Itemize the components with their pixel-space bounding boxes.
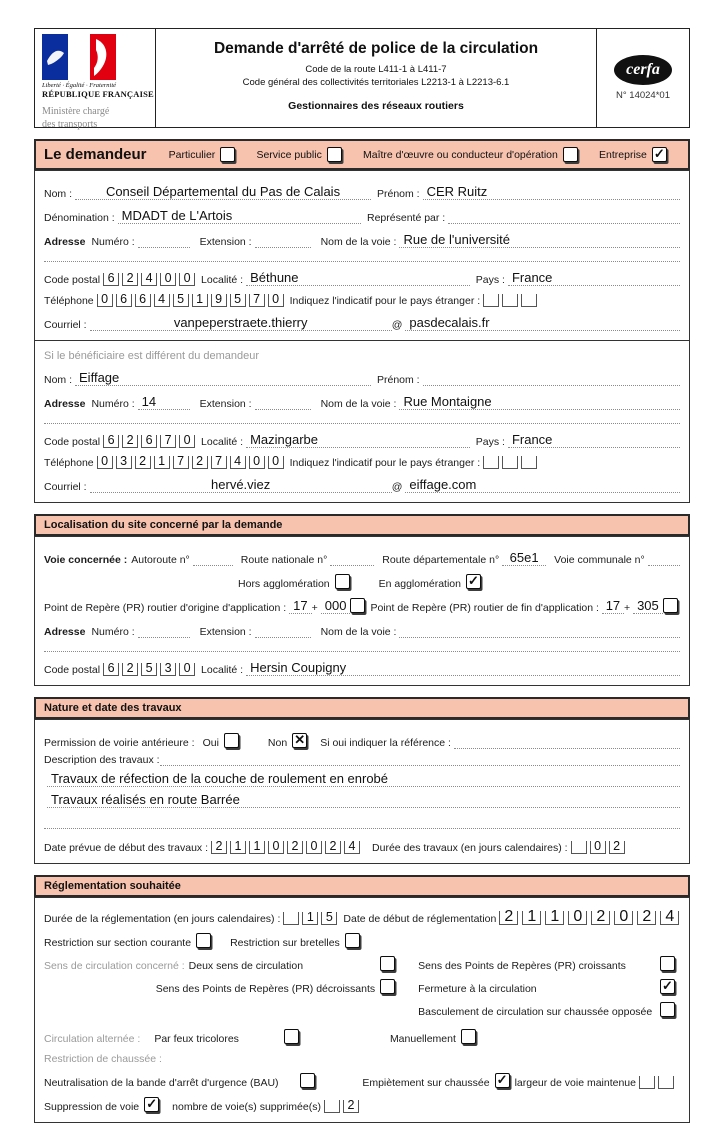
nombre-voies-cells[interactable]: 2 [324,1100,362,1113]
section-localisation-body [34,536,690,686]
row-sens-1 [44,956,680,972]
route-nationale-field[interactable] [330,550,374,566]
represente-field[interactable] [448,208,680,224]
courriel-local-field[interactable]: vanpeperstraete.thierry [90,315,392,331]
form-page [34,0,690,1123]
row-description-2 [44,792,680,808]
restriction-courante-label: Restriction sur section courante [44,937,192,949]
hors-agglo-label: Hors agglomération [238,578,330,590]
basculement-label: Basculement de circulation sur chaussée opposée [418,1006,653,1018]
benef-numero-field[interactable]: 14 [138,394,190,410]
benef-prenom-field[interactable] [423,370,680,386]
voie-communale-field[interactable] [648,550,680,566]
voie-field[interactable]: Rue de l'université [399,232,680,248]
benef-pays-field[interactable]: France [508,432,680,448]
route-departementale-field[interactable]: 65e1 [502,550,546,566]
benef-localite-field[interactable]: Mazingarbe [246,432,470,448]
denomination-label: Dénomination : [44,212,115,224]
row-restrictions [44,933,680,949]
legal-references: Code de la route L411-1 à L411-7 Code général des collectivités territoriales L2213-1 à L2213-6.1 [242,64,510,88]
pays-label: Pays : [475,274,505,286]
section-demandeur-title: Le demandeur [44,146,147,163]
bau-label: Neutralisation de la bande d'arrêt d'urgence (BAU) [44,1077,279,1089]
courriel-domaine-field[interactable]: pasdecalais.fr [405,315,680,331]
prenom-field[interactable]: CER Ruitz [423,184,680,200]
benef-at-sign: @ [391,481,403,493]
section-reglementation-title: Réglementation souhaitée [44,880,181,892]
represente-label: Représenté par : [367,212,446,224]
benef-pays-label: Pays : [475,436,505,448]
checkbox-pr-croissants[interactable] [660,956,675,971]
pr-origine-km-field[interactable]: 17 [289,598,311,614]
loc-numero-label: Numéro : [91,626,135,638]
sens-circulation-label: Sens de circulation concerné : [44,960,185,972]
adresse-label: Adresse [44,236,86,248]
indicatif-label: Indiquez l'indicatif pour le pays étranger : [289,295,481,307]
benef-extension-label: Extension : [199,398,252,410]
checkbox-permission-non[interactable]: ✕ [292,733,307,748]
republique-label: RÉPUBLIQUE FRANÇAISE [42,89,154,99]
benef-indicatif-label: Indiquez l'indicatif pour le pays étranger : [289,457,481,469]
voie-communale-label: Voie communale n° [554,554,645,566]
row-circulation-alternee [44,1029,680,1045]
benef-voie-label: Nom de la voie : [320,398,397,410]
cerfa-logo: cerfa [614,55,672,85]
section-localisation-title: Localisation du site concerné par la demande [44,519,283,531]
loc-voie-label: Nom de la voie : [320,626,397,638]
section-demandeur-body [34,170,690,341]
benef-courriel-domaine-field[interactable]: eiffage.com [405,477,680,493]
suppression-label: Suppression de voie [44,1101,140,1113]
description-field-0[interactable] [160,757,680,766]
checkbox-hors-agglomeration[interactable] [335,574,350,589]
loc-localite-label: Localité : [201,664,244,676]
checkbox-pr-decroissants[interactable] [380,979,395,994]
reference-label: Si oui indiquer la référence : [320,737,451,749]
row-benef-telephone [44,456,680,469]
beneficiaire-subtitle: Si le bénéficiaire est différent du demandeur [44,350,260,362]
republique-francaise-logo [42,34,116,80]
checkbox-restriction-bretelles[interactable] [345,933,360,948]
benef-adresse-suite-field[interactable] [44,415,680,424]
feux-tricolores-label: Par feux tricolores [154,1033,239,1045]
localite-label: Localité : [201,274,244,286]
pr-decroissants-label: Sens des Points de Repères (PR) décroissants [155,983,376,995]
section-travaux-header [34,697,690,719]
checkbox-fermeture-circulation[interactable]: ✓ [660,979,675,994]
demandeur-type-options [161,147,680,163]
restriction-bretelles-label: Restriction sur bretelles [230,937,340,949]
row-sens-2 [44,979,680,995]
row-permission [44,733,680,749]
republique-block [35,29,156,130]
pr-fin-plus: + [623,602,631,614]
benef-nom-label: Nom : [44,374,73,386]
courriel-label: Courriel : [44,319,87,331]
checkbox-deux-sens[interactable] [380,956,395,971]
circulation-alternee-label: Circulation alternée : [44,1033,141,1045]
pr-croissants-label: Sens des Points de Repères (PR) croissants [418,960,626,972]
form-subtitle: Gestionnaires des réseaux routiers [288,100,464,112]
benef-voie-field[interactable]: Rue Montaigne [399,394,680,410]
restriction-chaussee-label: Restriction de chaussée : [44,1053,162,1065]
nombre-voies-label: nombre de voie(s) supprimée(s) [172,1101,321,1113]
checkbox-suppression-voie[interactable]: ✓ [144,1097,159,1112]
benef-indicatif-cells[interactable] [483,456,540,469]
benef-telephone-cells[interactable]: 0 3 2 1 7 2 7 4 0 0 [97,456,287,469]
benef-code-postal-cells[interactable]: 6 2 6 7 0 [103,435,198,448]
checkbox-feux-tricolores[interactable] [284,1029,299,1044]
benef-nom-field[interactable]: Eiffage [75,370,371,386]
row-telephone [44,294,680,307]
row-loc-adresse [44,622,680,638]
checkbox-particulier[interactable] [220,147,235,162]
checkbox-entreprise[interactable]: ✓ [652,147,667,162]
loc-adresse-suite-field[interactable] [44,643,680,652]
type-maitre-oeuvre: Maître d'œuvre ou conducteur d'opération [363,147,583,163]
row-denomination [44,208,680,224]
pr-fin-m-field[interactable]: 305 [633,598,663,614]
voie-concernee-label: Voie concernée : [44,554,128,566]
section-beneficiaire [34,341,690,503]
localite-field[interactable]: Béthune [246,270,470,286]
checkbox-manuellement[interactable] [461,1029,476,1044]
pr-origine-label: Point de Repère (PR) routier d'origine d'application : [44,602,287,614]
row-sens-3 [44,1002,680,1018]
benef-extension-field[interactable] [255,394,311,410]
loc-adresse-label: Adresse [44,626,86,638]
pr-origine-m-field[interactable]: 000 [321,598,351,614]
type-particulier: Particulier [169,147,241,163]
row-benef-courriel [44,477,680,493]
benef-prenom-label: Prénom : [377,374,420,386]
pr-origine-plus: + [311,602,318,614]
loc-code-postal-label: Code postal [44,664,101,676]
date-travaux-cells[interactable]: 2 1 1 0 2 0 2 4 [211,841,363,854]
row-adresse [44,232,680,248]
fermeture-label: Fermeture à la circulation [418,983,537,995]
type-service-public: Service public [256,147,346,163]
section-reglementation-header [34,875,690,897]
row-code-postal [44,270,680,286]
row-benef-adresse-suite [44,415,680,424]
row-benef-nom [44,370,680,386]
benef-code-postal-label: Code postal [44,436,101,448]
section-demandeur-header [34,139,690,170]
date-reglementation-cells[interactable]: 2 1 1 0 2 0 2 4 [499,911,683,925]
adresse-suite-field[interactable] [44,253,680,262]
form-header [34,28,690,128]
numero-field[interactable] [138,232,190,248]
row-voie-concernee [44,550,680,566]
benef-telephone-label: Téléphone [44,457,94,469]
beneficiaire-subtitle-row [44,350,680,362]
row-loc-code-postal [44,660,680,676]
row-courriel [44,315,680,331]
row-nom-prenom [44,184,680,200]
benef-courriel-local-field[interactable]: hervé.viez [90,477,392,493]
loc-code-postal-cells[interactable]: 6 2 5 3 0 [103,663,198,676]
telephone-cells[interactable]: 0 6 6 4 5 1 9 5 7 0 [97,294,287,307]
checkbox-maitre-oeuvre[interactable] [563,147,578,162]
duree-reglementation-cells[interactable]: 1 5 [283,912,340,925]
autoroute-field[interactable] [193,550,233,566]
pr-fin-km-field[interactable]: 17 [602,598,624,614]
row-benef-adresse [44,394,680,410]
ministere-label: Ministère chargé des transports [42,106,110,130]
type-entreprise: Entreprise ✓ [599,147,672,163]
row-loc-adresse-suite [44,643,680,652]
cerfa-number: N° 14024*01 [616,90,670,101]
nom-label: Nom : [44,188,73,200]
benef-numero-label: Numéro : [91,398,135,410]
checkbox-basculement[interactable] [660,1002,675,1017]
reference-field[interactable] [454,733,680,749]
code-postal-cells[interactable]: 6 2 4 0 0 [103,273,198,286]
extension-label: Extension : [199,236,252,248]
form-title-block [156,29,596,127]
code-postal-label: Code postal [44,274,101,286]
section-reglementation-body [34,897,690,1123]
date-reglementation-label: Date de début de réglementation [343,913,497,925]
row-description-1 [44,771,680,787]
manuellement-label: Manuellement [389,1033,456,1045]
pays-field[interactable]: France [508,270,680,286]
row-description-label [44,754,680,766]
row-duree-reglementation [44,908,680,925]
loc-extension-label: Extension : [199,626,252,638]
checkbox-empietement[interactable]: ✓ [495,1073,510,1088]
row-date-travaux [44,841,680,854]
duree-reglementation-label: Durée de la réglementation (en jours calendaires) : [44,913,281,925]
en-agglo-label: En agglomération [378,578,461,590]
form-title: Demande d'arrêté de police de la circulation [213,40,539,57]
largeur-label: largeur de voie maintenue [514,1077,636,1089]
checkbox-bau[interactable] [300,1073,315,1088]
section-travaux-title: Nature et date des travaux [44,702,182,714]
checkbox-pr-origine[interactable] [350,598,365,613]
telephone-label: Téléphone [44,295,94,307]
loc-numero-field[interactable] [138,622,190,638]
checkbox-restriction-courante[interactable] [196,933,211,948]
loc-localite-field[interactable]: Hersin Coupigny [246,660,680,676]
section-localisation-header [34,514,690,536]
row-description-3 [44,820,680,829]
route-departementale-label: Route départementale n° [382,554,500,566]
denomination-field[interactable]: MDADT de L'Artois [118,208,361,224]
route-nationale-label: Route nationale n° [240,554,328,566]
cerfa-block [596,29,689,127]
voie-label: Nom de la voie : [320,236,397,248]
numero-label: Numéro : [91,236,135,248]
prenom-label: Prénom : [377,188,420,200]
description-field-3[interactable] [44,820,680,829]
description-label: Description des travaux : [44,754,160,766]
row-benef-code-postal [44,432,680,448]
pr-fin-label: Point de Repère (PR) routier de fin d'application : [370,602,599,614]
checkbox-pr-fin[interactable] [663,598,678,613]
permission-label: Permission de voirie antérieure : [44,737,195,749]
oui-label: Oui [202,737,219,749]
loc-extension-field[interactable] [255,622,311,638]
row-agglomeration [44,574,680,590]
nom-field[interactable]: Conseil Départemental du Pas de Calais [75,184,371,200]
non-label: Non [267,737,288,749]
row-bau [44,1073,680,1089]
extension-field[interactable] [255,232,311,248]
row-adresse-suite [44,253,680,262]
motto: Liberté · Égalité · Fraternité [42,82,117,89]
section-travaux-body [34,719,690,864]
benef-adresse-label: Adresse [44,398,86,410]
at-sign: @ [391,319,403,331]
loc-voie-field[interactable] [399,622,680,638]
indicatif-cells[interactable] [483,294,540,307]
duree-travaux-cells[interactable]: 0 2 [571,841,628,854]
date-travaux-label: Date prévue de début des travaux : [44,842,209,854]
checkbox-en-agglomeration[interactable]: ✓ [466,574,481,589]
benef-courriel-label: Courriel : [44,481,87,493]
row-restriction-chaussee [44,1053,680,1065]
row-suppression [44,1097,680,1113]
description-field-1[interactable]: Travaux de réfection de la couche de roulement en enrobé [47,771,680,787]
row-pr [44,598,680,614]
largeur-cells[interactable] [639,1076,677,1089]
benef-localite-label: Localité : [201,436,244,448]
checkbox-permission-oui[interactable] [224,733,239,748]
description-field-2[interactable]: Travaux réalisés en route Barrée [47,792,680,808]
checkbox-service-public[interactable] [327,147,342,162]
duree-travaux-label: Durée des travaux (en jours calendaires) : [372,842,568,854]
empietement-label: Empiètement sur chaussée [362,1077,490,1089]
deux-sens-label: Deux sens de circulation [188,960,304,972]
autoroute-label: Autoroute n° [131,554,190,566]
